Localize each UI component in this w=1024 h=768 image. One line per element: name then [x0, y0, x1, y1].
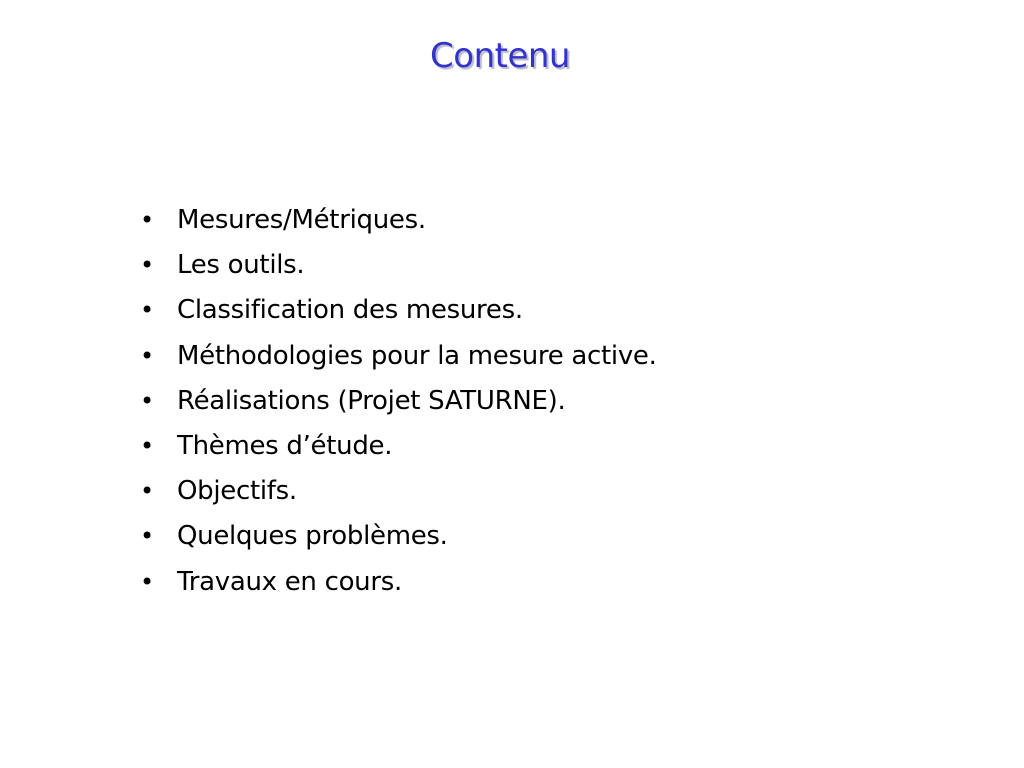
list-item [140, 424, 960, 469]
list-item [140, 514, 960, 559]
list-item-text: Quelques problèmes. [177, 521, 448, 552]
list-item [140, 334, 960, 379]
bullet-icon: • [140, 386, 155, 415]
bullet-icon: • [140, 567, 155, 596]
list-item-text: Travaux en cours. [177, 566, 402, 597]
list-item-text: Méthodologies pour la mesure active. [177, 340, 657, 371]
bullet-icon: • [140, 431, 155, 460]
list-item-text: Les outils. [177, 250, 305, 281]
bullet-list [140, 198, 960, 605]
list-item [140, 198, 960, 243]
list-item [140, 379, 960, 424]
slide-title: Contenu [430, 36, 570, 76]
bullet-icon: • [140, 341, 155, 370]
bullet-icon: • [140, 522, 155, 551]
bullet-icon: • [140, 251, 155, 280]
bullet-icon: • [140, 296, 155, 325]
list-item-text: Réalisations (Projet SATURNE). [177, 385, 566, 416]
bullet-icon: • [140, 477, 155, 506]
bullet-icon: • [140, 206, 155, 234]
list-item [140, 288, 960, 333]
list-item-text: Objectifs. [177, 476, 297, 507]
list-item [140, 469, 960, 514]
list-item [140, 560, 960, 605]
list-item-text: Mesures/Métriques. [177, 205, 426, 235]
list-item-text: Thèmes d’étude. [177, 430, 393, 461]
list-item [140, 243, 960, 288]
list-item-text: Classification des mesures. [177, 295, 523, 326]
